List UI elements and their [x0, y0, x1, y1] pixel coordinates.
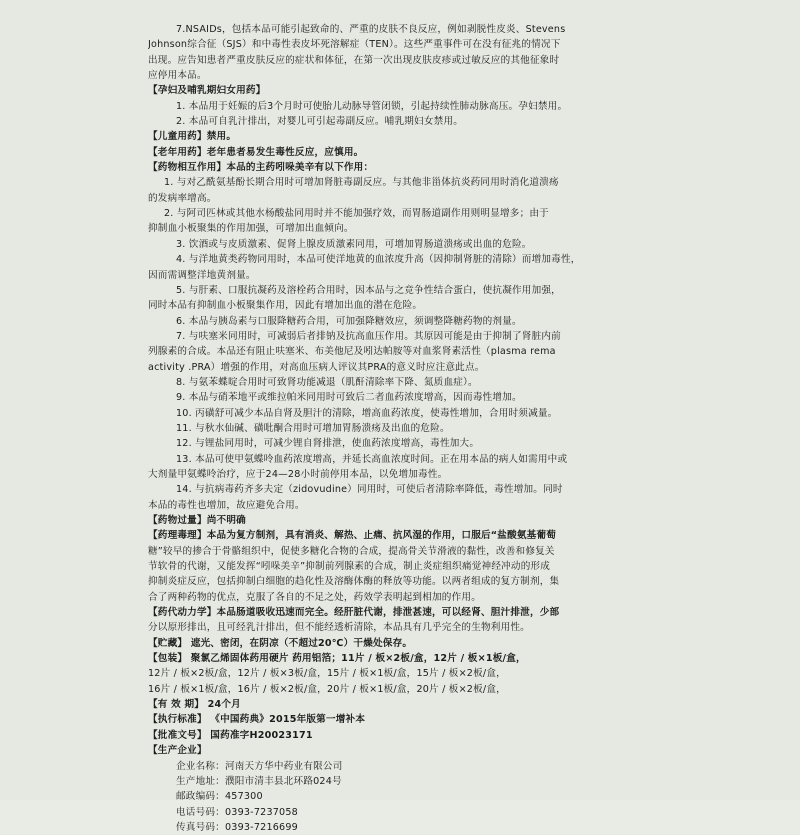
text-line: 12. 与锂盐同用时，可减少锂自肾排泄，使血药浓度增高，毒性加大。 — [176, 438, 480, 450]
text-line: 生产地址：濮阳市清丰县北环路024号 — [176, 775, 342, 787]
text-line: 抑制血小板聚集的作用加强，可增加出血倾向。 — [148, 223, 354, 235]
text-line: 【孕妇及哺乳期妇女用药】 — [148, 85, 266, 97]
text-line: 糖”较早的掺合于骨骼组织中，促使多糖化合物的合成，提高骨关节滑液的黏性，改善和修复关 — [148, 545, 555, 557]
text-line: 4. 与洋地黄类药物同用时，本品可使洋地黄的血浓度升高（因抑制肾脏的清除）而增加毒性， — [176, 254, 581, 266]
text-line: 抑制炎症反应，包括抑制白细胞的趋化性及溶酶体酶的释放等功能。以两者组成的复方制剂，集 — [148, 576, 560, 588]
text-line: 企业名称：河南天方华中药业有限公司 — [176, 760, 343, 772]
text-line: 2. 本品可自乳汁排出，对婴儿可引起毒副反应。哺乳期妇女禁用。 — [176, 116, 464, 128]
text-line: 应停用本品。 — [148, 70, 207, 82]
text-line: 合了两种药物的优点，克服了各自的不足之处，药效学表明起到相加的作用。 — [148, 591, 481, 603]
text-line: 列腺素的合成。本品还有阻止呋塞米、布美他尼及吲达帕胺等对血浆肾素活性（plasma rema — [148, 346, 556, 358]
text-line: 【批准文号】 国药准字H20023171 — [148, 729, 313, 741]
text-line: 8. 与氨苯蝶啶合用时可致肾功能减退（肌酐清除率下降、氮质血症）。 — [176, 376, 478, 388]
text-line: 【儿童用药】禁用。 — [148, 131, 237, 143]
text-line: 节软骨的代谢，又能发挥“吲哚美辛”抑制前列腺素的合成，制止炎症组织痛觉神经冲动的形成 — [148, 561, 551, 573]
text-line: 5. 与肝素、口服抗凝药及溶栓药合用时，因本品与之竞争性结合蛋白，使抗凝作用加强， — [176, 284, 561, 296]
text-line: 9. 本品与硝苯地平或维拉帕米同用时可致后二者血药浓度增高，因而毒性增加。 — [176, 392, 522, 404]
text-line: 3. 饮酒或与皮质激素、促肾上腺皮质激素同用，可增加胃肠道溃疡或出血的危险。 — [176, 238, 532, 250]
text-line: activity .PRA）增强的作用，对高血压病人评议其PRA的意义时应注意此点。 — [148, 361, 485, 373]
text-line: 【药代动力学】本品肠道吸收迅速而完全。经肝脏代谢，排泄甚速，可以经肾、胆汁排泄，少部 — [148, 607, 560, 619]
text-line: 13. 本品可使甲氨蝶呤血药浓度增高，并延长高血浓度时间。正在用本品的病人如需用中或 — [176, 453, 568, 465]
text-line: 【生产企业】 — [148, 745, 207, 757]
text-line: 7. 与呋塞米同用时，可减弱后者排钠及抗高血压作用。其原因可能是由于抑制了肾脏内前 — [176, 330, 561, 342]
text-line: 的发病率增高。 — [148, 192, 217, 204]
text-line: 出现。应告知患者严重皮肤反应的症状和体征，在第一次出现皮肤皮疹或过敏反应的其他征象时 — [148, 54, 560, 66]
text-line: 同时本品有抑制血小板聚集作用，因此有增加出血的潜在危险。 — [148, 300, 423, 312]
text-line: 【老年用药】老年患者易发生毒性反应，应慎用。 — [148, 146, 364, 158]
text-line: 1. 与对乙酰氨基酚长期合用时可增加肾脏毒副反应。与其他非甾体抗炎药同用时消化道溃疡 — [164, 177, 559, 189]
text-line: 本品的毒性也增加，故应避免合用。 — [148, 499, 305, 511]
text-line: 【有 效 期】 24个月 — [148, 699, 241, 711]
text-line: 因而需调整洋地黄剂量。 — [148, 269, 256, 281]
text-line: 【贮藏】 遮光、密闭，在阴凉（不超过20℃）干燥处保存。 — [148, 637, 413, 649]
text-line: 16片 / 板×1板/盒，16片 / 板×2板/盒，20片 / 板×1板/盒，20片 / 板×2板/盒， — [148, 683, 506, 695]
leaflet-text — [148, 22, 668, 835]
text-line: 【执行标准】 《中国药典》2015年版第一增补本 — [148, 714, 366, 726]
text-line: 2. 与阿司匹林或其他水杨酸盐同用时并不能加强疗效，而胃肠道副作用则明显增多；由于 — [164, 208, 549, 220]
text-line: 14. 与抗病毒药齐多夫定（zidovudine）同用时，可使后者清除率降低，毒性增加。同时 — [176, 484, 563, 496]
text-line: 传真号码：0393-7216699 — [176, 821, 298, 833]
text-line: 12片 / 板×2板/盒，12片 / 板×3板/盒，15片 / 板×1板/盒，15片 / 板×2板/盒， — [148, 668, 506, 680]
text-line: 分以原形排出，且可经乳汁排出，但不能经透析清除，本品具有几乎完全的生物利用性。 — [148, 622, 530, 634]
text-line: 【药理毒理】本品为复方制剂，具有消炎、解热、止痛、抗风湿的作用，口服后“盐酸氨基葡萄 — [148, 530, 557, 542]
text-line: Johnson综合征（SJS）和中毒性表皮坏死溶解症（TEN）。这些严重事件可在没有征兆的情况下 — [148, 39, 561, 51]
text-line: 7.NSAIDs，包括本品可能引起致命的、严重的皮肤不良反应，例如剥脱性皮炎、Stevens — [176, 24, 566, 35]
text-line: 【包装】 聚氯乙烯固体药用硬片 药用铝箔；11片 / 板×2板/盒，12片 / 板×1板/盒， — [148, 653, 526, 665]
text-line: 【药物过量】尚不明确 — [148, 515, 246, 526]
text-line: 10. 丙磺舒可减少本品自肾及胆汁的清除，增高血药浓度，使毒性增加，合用时须减量。 — [176, 407, 558, 419]
text-line: 电话号码：0393-7237058 — [176, 806, 298, 818]
text-line: 11. 与秋水仙碱、磺吡酮合用时可增加胃肠溃疡及出血的危险。 — [176, 422, 450, 434]
text-line: 1. 本品用于妊娠的后3个月时可使胎儿动脉导管闭锁，引起持续性肺动脉高压。孕妇禁用。 — [176, 100, 568, 112]
text-line: 【药物相互作用】本品的主药吲哚美辛有以下作用： — [148, 162, 374, 174]
text-line: 6. 本品与胰岛素与口服降糖药合用，可加强降糖效应，须调整降糖药物的剂量。 — [176, 315, 522, 327]
text-line: 大剂量甲氨蝶呤治疗，应于24—28小时前停用本品，以免增加毒性。 — [148, 468, 448, 480]
text-line: 邮政编码：457300 — [176, 791, 263, 803]
